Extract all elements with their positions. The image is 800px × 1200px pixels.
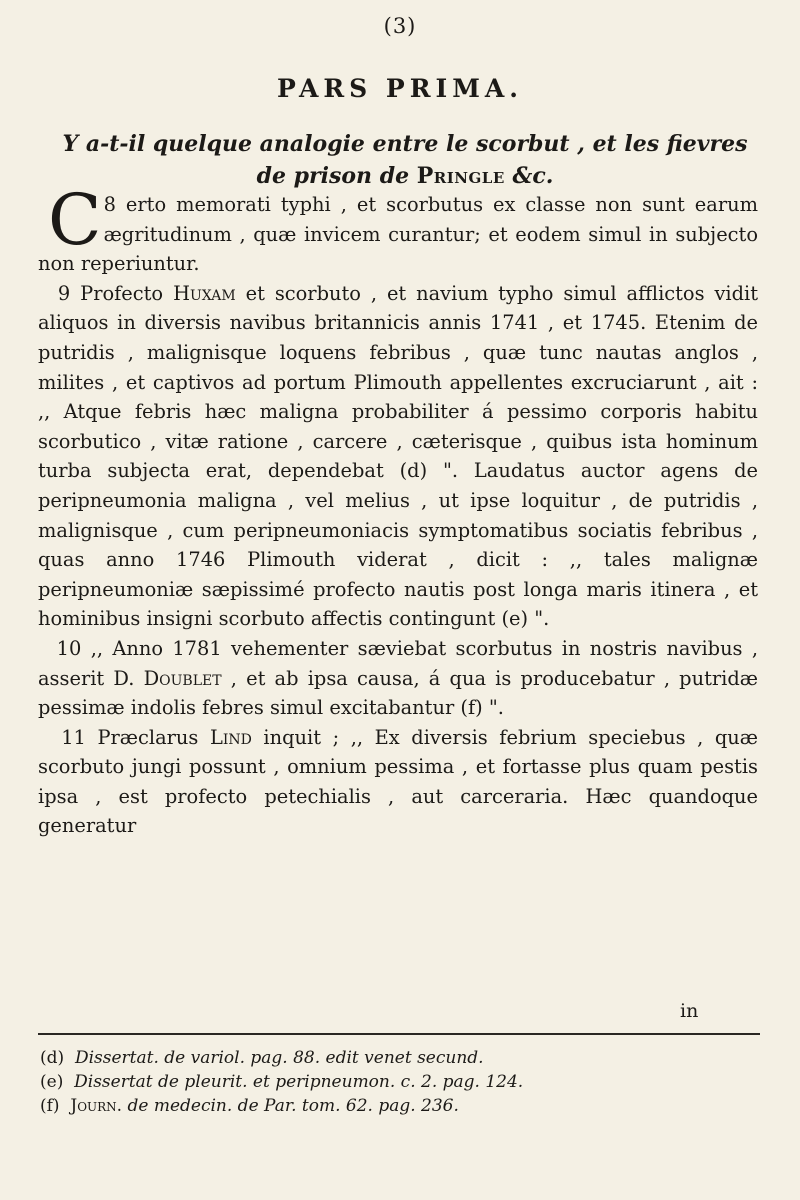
paragraph-lead: ,, Anno 1781 vehementer sæviebat scorbutus in nostris navibus , asserit D.: [38, 636, 758, 690]
footnote-text: Dissertat. de variol. pag. 88. edit venet secund.: [74, 1048, 484, 1068]
question-etc: &c.: [512, 163, 554, 189]
drop-cap: C: [48, 179, 102, 261]
footnote-d: [40, 1046, 760, 1070]
question-lead: Y a-t-il quelque analogie entre le scorbut , et les fievres de prison de: [62, 131, 748, 189]
part-title: PARS PRIMA.: [277, 74, 523, 103]
footnote-f: [40, 1094, 760, 1118]
footnote-e: [40, 1070, 760, 1094]
paragraph-9: [38, 279, 758, 634]
paragraph-lead: Profecto: [80, 281, 164, 305]
body-text: [38, 179, 759, 841]
paragraph-10: [38, 634, 758, 723]
footnote-mark: (e): [40, 1072, 64, 1092]
paragraph-lead: Præclarus: [97, 725, 199, 749]
footnote-source: Journ.: [70, 1096, 123, 1116]
author-name: Huxam: [173, 281, 236, 305]
paragraph-number: 9: [57, 281, 71, 305]
footnote-mark: (d): [40, 1048, 65, 1068]
author-name: Doublet: [143, 666, 222, 690]
footnote-text: de medecin. de Par. tom. 62. pag. 236.: [127, 1096, 459, 1116]
footnote-mark: (f): [40, 1096, 60, 1116]
catchword: in: [680, 1000, 699, 1022]
page-number: (3): [383, 14, 417, 38]
chapter-question: [60, 128, 750, 192]
paragraph-11: [38, 723, 758, 841]
paragraph-text: erto memorati typhi , et scorbutus ex classe non sunt earum ægritudinum , quæ invicem curantur; et eodem simul in subjecto non reperiuntur.: [38, 193, 758, 276]
footnote-rule: [38, 1033, 760, 1035]
paragraph-8: [38, 179, 758, 279]
footnote-text: Dissertat de pleurit. et peripneumon. c. 2. pag. 124.: [74, 1072, 524, 1092]
footnotes: [40, 1046, 760, 1118]
paragraph-number: 10: [56, 636, 82, 660]
paragraph-text: , et ab ipsa causa, á qua is producebatur , putridæ pessimæ indolis febres simul excitabantur (f) ".: [38, 666, 758, 720]
author-name: Lind: [209, 725, 252, 749]
paragraph-number: 8: [103, 193, 116, 216]
paragraph-text: inquit ; ,, Ex diversis febrium speciebus , quæ scorbuto jungi possunt , omnium pessima , et fortasse plus quam pestis ipsa , est profecto petechialis , aut carceraria. Hæc quandoque generatur: [38, 725, 758, 838]
paragraph-text: et scorbuto , et navium typho simul afflictos vidit aliquos in diversis navibus britannicis annis 1741 , et 1745. Etenim de putridis , malignisque loquens febribus , quæ tunc nautas anglos , milites , et captivos ad portum Plimouth appellentes excruciarunt , ait : ,, Atque febris hæc maligna probabiliter á pessimo corporis habitu scorbutico , vitæ ratione , carcere , cæterisque , quibus ista hominum turba subjecta erat, dependebat (d) ". Laudatus auctor agens de peripneumonia maligna , vel melius , ut ipse loquitur , de putridis , malignisque , cum peripneumoniacis symptomatibus sociatis febribus , quas anno 1746 Plimouth viderat , dicit : ,, tales malignæ peripneumoniæ sæpissimé profecto nautis post longa maris itinera , et hominibus insigni scorbuto affectis contingunt (e) ".: [38, 281, 759, 631]
paragraph-number: 11: [61, 725, 86, 749]
question-author: Pringle: [416, 163, 505, 189]
